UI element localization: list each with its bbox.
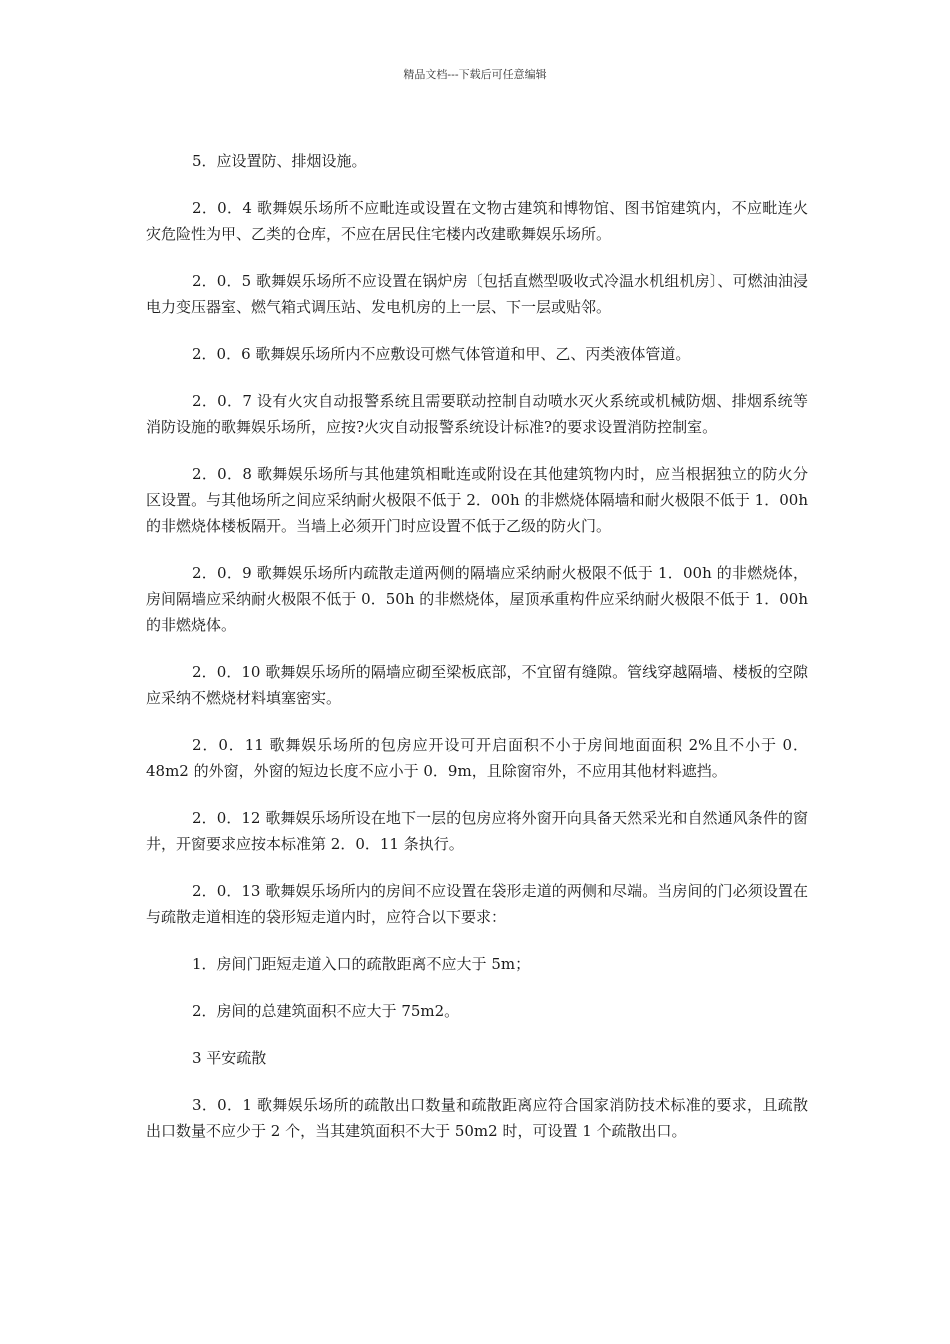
paragraph-clause-2-0-9: 2．0．9 歌舞娱乐场所内疏散走道两侧的隔墙应采纳耐火极限不低于 1．00h 的非燃烧体，房间隔墙应采纳耐火极限不低于 0．50h 的非燃烧体，屋顶承重构件应采纳耐火极限不低于 1．00h 的非燃烧体。	[146, 564, 808, 634]
document-body	[146, 148, 808, 1165]
paragraph-clause-2-0-6: 2．0．6 歌舞娱乐场所内不应敷设可燃气体管道和甲、乙、丙类液体管道。	[192, 345, 691, 363]
paragraph-clause-2-0-13: 2．0．13 歌舞娱乐场所内的房间不应设置在袋形走道的两侧和尽端。当房间的门必须设置在与疏散走道相连的袋形短走道内时，应符合以下要求：	[146, 882, 808, 926]
paragraph-clause-2-0-10: 2．0．10 歌舞娱乐场所的隔墙应砌至梁板底部，不宜留有缝隙。管线穿越隔墙、楼板的空隙应采纳不燃烧材料填塞密实。	[146, 663, 808, 707]
paragraph-clause-2-0-11: 2．0．11 歌舞娱乐场所的包房应开设可开启面积不小于房间地面面积 2%且不小于 0．48m2 的外窗，外窗的短边长度不应小于 0．9m，且除窗帘外，不应用其他材料遮挡。	[146, 736, 808, 780]
page-header: 精品文档---下载后可任意编辑	[403, 68, 547, 81]
paragraph-clause-3-0-1: 3．0．1 歌舞娱乐场所的疏散出口数量和疏散距离应符合国家消防技术标准的要求，且疏散出口数量不应少于 2 个，当其建筑面积不大于 50m2 时，可设置 1 个疏散出口。	[146, 1096, 808, 1140]
paragraph-list-item-2: 2．房间的总建筑面积不应大于 75m2。	[192, 1002, 460, 1020]
paragraph-clause-2-0-4: 2．0．4 歌舞娱乐场所不应毗连或设置在文物古建筑和博物馆、图书馆建筑内，不应毗连火灾危险性为甲、乙类的仓库，不应在居民住宅楼内改建歌舞娱乐场所。	[146, 199, 808, 243]
paragraph-clause-2-0-7: 2．0．7 设有火灾自动报警系统且需要联动控制自动喷水灭火系统或机械防烟、排烟系统等消防设施的歌舞娱乐场所，应按?火灾自动报警系统设计标准?的要求设置消防控制室。	[146, 392, 808, 436]
paragraph-clause-2-0-8: 2．0．8 歌舞娱乐场所与其他建筑相毗连或附设在其他建筑物内时，应当根据独立的防火分区设置。与其他场所之间应采纳耐火极限不低于 2．00h 的非燃烧体隔墙和耐火极限不低于 1．00h 的非燃烧体楼板隔开。当墙上必须开门时应设置不低于乙级的防火门。	[146, 465, 808, 535]
paragraph-item-5: 5．应设置防、排烟设施。	[192, 152, 367, 170]
paragraph-clause-2-0-12: 2．0．12 歌舞娱乐场所设在地下一层的包房应将外窗开向具备天然采光和自然通风条件的窗井，开窗要求应按本标准第 2．0．11 条执行。	[146, 809, 808, 853]
paragraph-clause-2-0-5: 2．0．5 歌舞娱乐场所不应设置在锅炉房〔包括直燃型吸收式冷温水机组机房〕、可燃油油浸电力变压器室、燃气箱式调压站、发电机房的上一层、下一层或贴邻。	[146, 272, 808, 316]
section-heading-evacuation: 3 平安疏散	[192, 1049, 267, 1067]
paragraph-list-item-1: 1．房间门距短走道入口的疏散距离不应大于 5m；	[192, 955, 531, 973]
